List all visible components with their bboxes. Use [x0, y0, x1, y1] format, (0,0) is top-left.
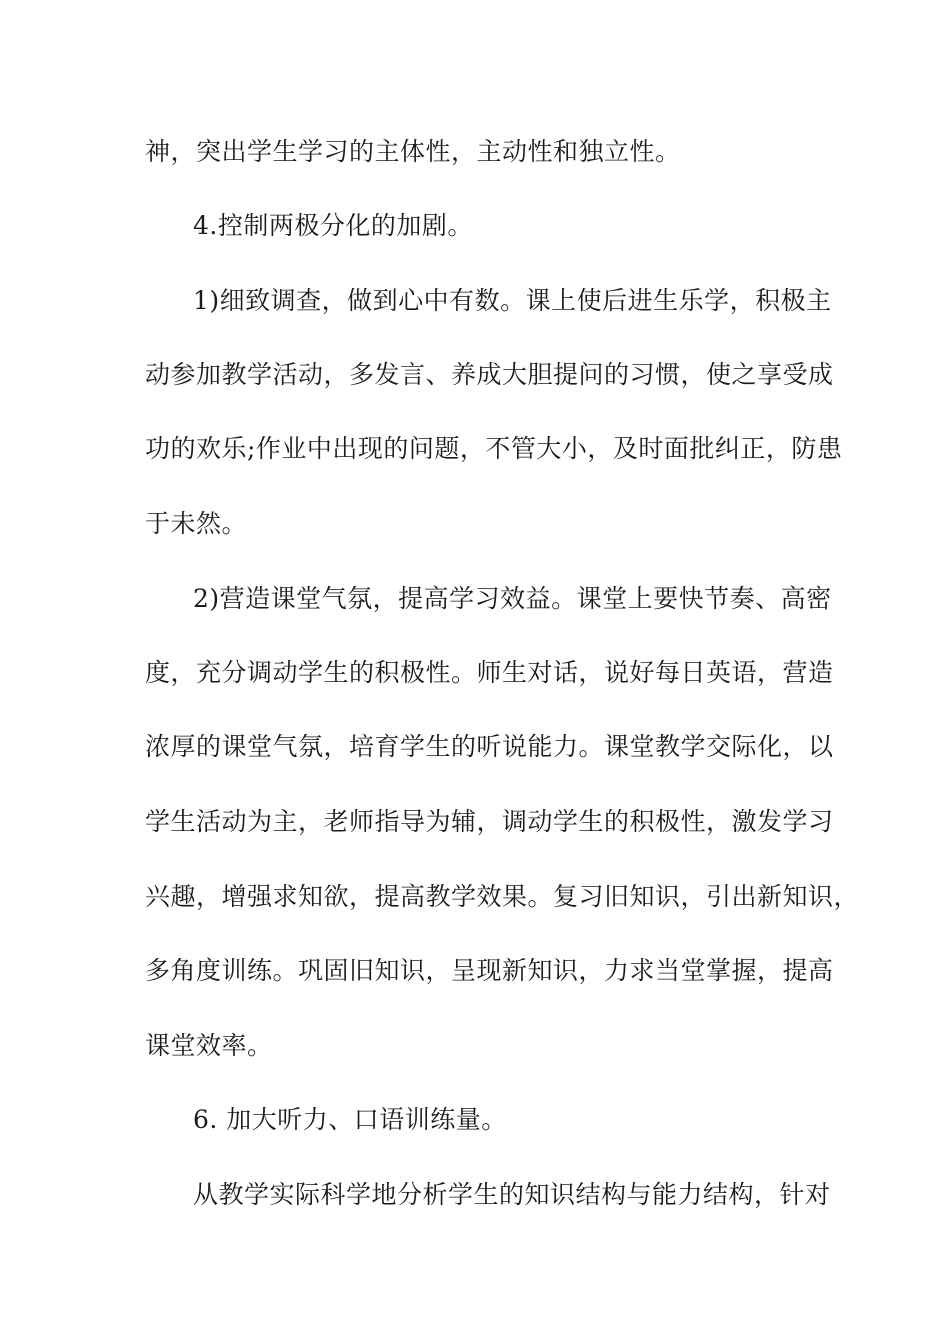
- paragraph-line: 1)细致调查，做到心中有数。课上使后进生乐学，积极主: [193, 286, 832, 315]
- paragraph-line: 功的欢乐;作业中出现的问题，不管大小，及时面批纠正，防患: [145, 434, 843, 463]
- paragraph-line: 2)营造课堂气氛，提高学习效益。课堂上要快节奏、高密: [193, 584, 832, 613]
- paragraph-line: 多角度训练。巩固旧知识，呈现新知识，力求当堂掌握，提高: [145, 956, 834, 985]
- section-heading: 6. 加大听力、口语训练量。: [193, 1105, 507, 1134]
- section-heading: 4.控制两极分化的加剧。: [193, 211, 473, 240]
- paragraph-line: 度，充分调动学生的积极性。师生对话，说好每日英语，营造: [145, 658, 834, 687]
- paragraph-line: 神，突出学生学习的主体性，主动性和独立性。: [145, 137, 681, 166]
- paragraph-line: 兴趣，增强求知欲，提高教学效果。复习旧知识，引出新知识，: [145, 882, 860, 911]
- paragraph-line: 学生活动为主，老师指导为辅，调动学生的积极性，激发学习: [145, 807, 834, 836]
- paragraph-line: 课堂效率。: [145, 1031, 273, 1060]
- paragraph-line: 从教学实际科学地分析学生的知识结构与能力结构，针对: [193, 1180, 831, 1209]
- paragraph-line: 动参加教学活动，多发言、养成大胆提问的习惯，使之享受成: [145, 360, 834, 389]
- paragraph-line: 浓厚的课堂气氛，培育学生的听说能力。课堂教学交际化，以: [145, 732, 834, 761]
- paragraph-line: 于未然。: [145, 509, 248, 538]
